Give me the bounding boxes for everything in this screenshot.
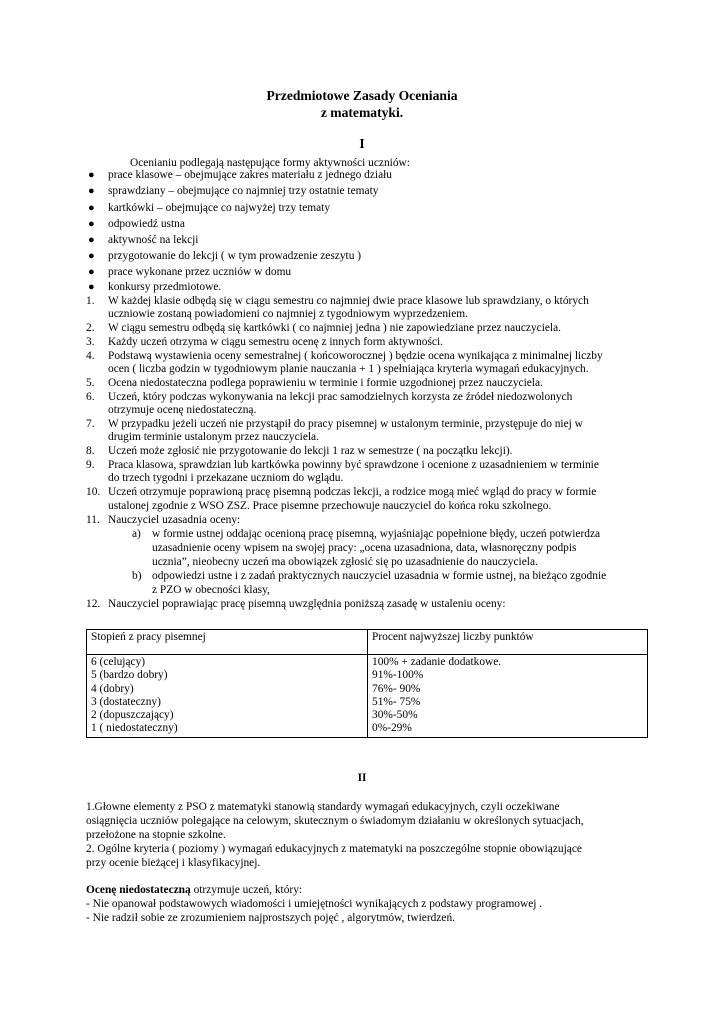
rule-text: Uczeń, który podczas wykonywania na lekcji prac samodzielnych korzysta ze źródeł niedozwolonych (108, 391, 573, 403)
list-item: aktywność na lekcji (108, 234, 199, 246)
rule-text: W każdej klasie odbędą się w ciągu semestru co najmniej dwie prace klasowe lub sprawdziany, o których (108, 295, 589, 307)
rule-number: 3. (86, 336, 95, 348)
list-item: kartkówki – obejmujące co najwyżej trzy tematy (108, 202, 331, 214)
rule-text: Nauczyciel uzasadnia oceny: (108, 514, 241, 526)
rule-text: Każdy uczeń otrzyma w ciągu semestru ocenę z innych form aktywności. (108, 336, 443, 348)
rule-text: Uczeń otrzymuje poprawioną pracę pisemną podczas lekcji, a rodzice mogą mieć wgląd do pracy w formie (108, 486, 597, 498)
percent-label: 0%-29% (372, 722, 412, 735)
rule-text: do trzech tygodni i przekazane uczniom do wglądu. (108, 472, 344, 484)
rule-text: W przypadku jeżeli uczeń nie przystąpił do pracy pisemnej w ustalonym terminie, przystępuje do niej w (108, 418, 583, 430)
rule-text: Ocena niedostateczna podlega poprawieniu w terminie i formie uzgodnionej przez nauczyciela. (108, 377, 543, 389)
section-1-heading: I (359, 136, 365, 151)
niedostateczna-rest: otrzymuje uczeń, który: (190, 884, 303, 896)
list-item: sprawdziany – obejmujące co najmniej trzy ostatnie tematy (108, 185, 379, 197)
rule-text: W ciągu semestru odbędą się kartkówki ( co najmniej jedna ) nie zapowiedziane przez nauczyciela. (108, 322, 562, 334)
grade-label: 4 (dobry) (91, 682, 134, 695)
bullet-icon: ● (88, 281, 95, 293)
percent-label: 76%- 90% (372, 682, 421, 695)
criteria-item: - Nie radził sobie ze zrozumieniem najprostszych pojęć , algorytmów, twierdzeń. (86, 912, 456, 924)
rule-text: Uczeń może zgłosić nie przygotowanie do lekcji 1 raz w semestrze ( na początku lekcji). (108, 445, 513, 457)
bullet-icon: ● (88, 169, 95, 181)
rule-text: uczniowie zostaną powiadomieni co najmniej z tygodniowym wyprzedzeniem. (108, 308, 468, 320)
list-item: odpowiedź ustna (108, 218, 185, 230)
list-item: prace wykonane przez uczniów w domu (108, 266, 292, 278)
document-title: Przedmiotowe Zasady Oceniania (266, 88, 458, 103)
rule-number: 1. (86, 295, 95, 307)
sub-item-text: odpowiedzi ustne i z zadań praktycznych nauczyciel uzasadnia w formie ustnej, na bieżąco zgodnie (152, 570, 607, 582)
rule-text: otrzymuje ocenę niedostateczną. (108, 404, 257, 416)
bullet-icon: ● (88, 250, 95, 262)
sub-item-text: uzasadnienie oceny wpisem na swojej pracy: „ocena uzasadniona, data, własnoręczny podpis (152, 542, 577, 554)
percent-label: 91%-100% (372, 669, 424, 682)
niedostateczna-heading (86, 884, 646, 897)
rule-number: 7. (86, 418, 95, 430)
bullet-icon: ● (88, 266, 95, 278)
percent-label: 30%-50% (372, 709, 418, 722)
percent-label: 100% + zadanie dodatkowe. (372, 656, 502, 668)
rule-number: 2. (86, 322, 95, 334)
table-row (87, 655, 648, 738)
rule-number: 6. (86, 391, 95, 403)
document-subtitle: z matematyki. (320, 105, 404, 120)
rule-number: 8. (86, 445, 95, 457)
rule-text: Praca klasowa, sprawdzian lub kartkówka powinny być sprawdzone i ocenione z uzasadnieniem w terminie (108, 459, 599, 471)
rule-text: ustalonej zgodnie z WSO ZSZ. Prace pisemne przechowuje nauczyciel do końca roku szkolnego. (108, 500, 552, 512)
criteria-item: - Nie opanował podstawowych wiadomości i umiejętności wynikających z podstawy programowej . (86, 898, 543, 910)
table-header-row (87, 630, 648, 655)
paragraph-line: przy ocenie bieżącej i klasyfikacyjnej. (86, 857, 261, 869)
grade-label: 6 (celujący) (91, 656, 146, 668)
rule-text: ocen ( liczba godzin w tygodniowym planie nauczania + 1 ) spełniająca kryteria wymagań edukacyjnych. (108, 363, 589, 375)
rule-number: 9. (86, 459, 95, 471)
bullet-icon: ● (88, 234, 95, 246)
table-cell-percents (368, 655, 648, 738)
list-item: prace klasowe – obejmujące zakres materiału z jednego działu (108, 169, 392, 181)
table-header-cell: Procent najwyższej liczby punktów (368, 630, 648, 655)
bullet-icon: ● (88, 202, 95, 214)
list-item: konkursy przedmiotowe. (108, 281, 222, 293)
rule-number: 11. (86, 514, 100, 526)
grade-table (86, 629, 648, 738)
rule-text: drugim terminie ustalonym przez nauczyciela. (108, 431, 319, 443)
bullet-icon: ● (88, 218, 95, 230)
bullet-icon: ● (88, 185, 95, 197)
paragraph-line: przełożone na stopnie szkolne. (86, 829, 226, 841)
rule-text: Nauczyciel poprawiając pracę pisemną uwzględnia poniższą zasadę w ustaleniu oceny: (108, 598, 506, 610)
sub-item-letter: b) (132, 570, 142, 582)
grade-label: 2 (dopuszczający) (91, 709, 174, 722)
rule-number: 10. (86, 486, 101, 498)
sub-item-letter: a) (132, 528, 141, 540)
sub-item-text: ucznia”, nieobecny uczeń ma obowiązek zgłosić się po uzasadnienie do nauczyciela. (152, 556, 538, 568)
rule-number: 4. (86, 350, 95, 362)
percent-label: 51%- 75% (372, 695, 421, 708)
paragraph-line: 1.Głowne elementy z PSO z matematyki stanowią standardy wymagań edukacyjnych, czyli oczekiwane (86, 801, 560, 813)
rule-number: 12. (86, 598, 101, 610)
sub-item-text: w formie ustnej oddając ocenioną pracę pisemną, wyjaśniając popełnione błędy, uczeń potwierdza (152, 528, 601, 540)
table-cell-grades (87, 655, 368, 738)
paragraph-line: 2. Ogólne kryteria ( poziomy ) wymagań edukacyjnych z matematyki na poszczególne stopnie obowiązujące (86, 843, 582, 855)
niedostateczna-bold: Ocenę niedostateczną (86, 884, 191, 896)
table-header-cell: Stopień z pracy pisemnej (87, 630, 368, 655)
grade-label: 1 ( niedostateczny) (91, 722, 178, 735)
section-2-heading: II (357, 772, 367, 784)
rule-text: Podstawą wystawienia oceny semestralnej ( końcoworocznej ) będzie ocena wynikająca z minimalnej liczby (108, 350, 603, 362)
list-item: przygotowanie do lekcji ( w tym prowadzenie zeszytu ) (108, 250, 362, 262)
grade-label: 3 (dostateczny) (91, 695, 161, 708)
sub-item-text: z PZO w obecności klasy, (152, 584, 270, 596)
grade-label: 5 (bardzo dobry) (91, 669, 168, 682)
paragraph-line: osiągnięcia uczniów polegające na celowym, skutecznym o świadomym działaniu w określonych sytuacjach, (86, 815, 584, 827)
intro-text: Ocenianiu podlegają następujące formy aktywności uczniów: (130, 157, 410, 169)
rule-number: 5. (86, 377, 95, 389)
